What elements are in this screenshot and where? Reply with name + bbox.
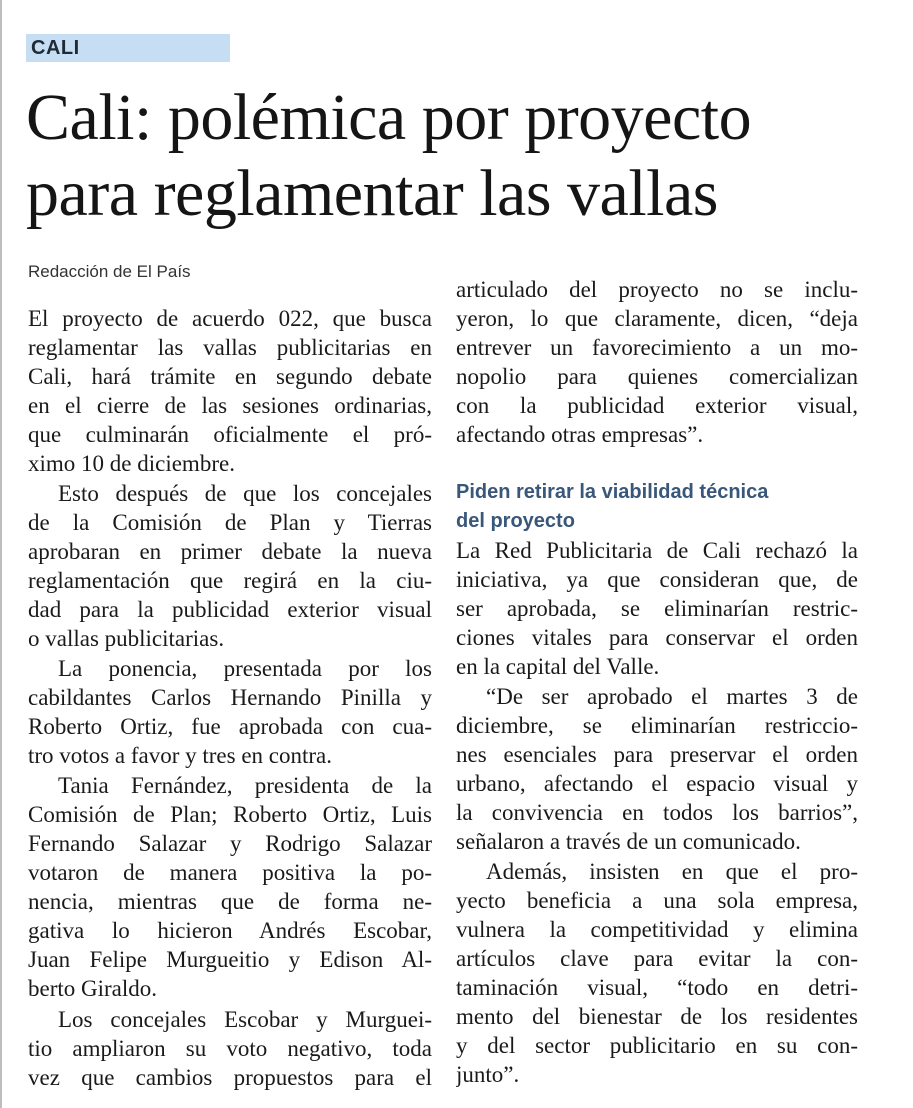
paragraph-line: nes esenciales para preservar el orden [456, 742, 858, 767]
subheading-line: Piden retirar la viabilidad técnica [456, 481, 769, 503]
paragraph-line: urbano, afectando el espacio visual y [456, 771, 858, 796]
paragraph-line: de la Comisión de Plan y Tierras [28, 510, 432, 535]
paragraph-line: la convivencia en todos los barrios”, [456, 800, 858, 825]
paragraph-line: ser aprobada, se eliminarían restric- [456, 596, 858, 621]
paragraph-line: gativa lo hicieron Andrés Escobar, [28, 918, 432, 943]
paragraph-line: Esto después de que los concejales [58, 481, 432, 506]
paragraph-line: Fernando Salazar y Rodrigo Salazar [28, 831, 432, 856]
paragraph-line: señalaron a través de un comunicado. [456, 829, 801, 854]
paragraph-line: Los concejales Escobar y Murguei- [58, 1007, 432, 1032]
paragraph-line: “De ser aprobado el martes 3 de [486, 684, 858, 709]
paragraph-line: berto Giraldo. [28, 976, 158, 1001]
paragraph-line: ximo 10 de diciembre. [28, 451, 235, 476]
paragraph-line: articulado del proyecto no se inclu- [456, 277, 858, 302]
paragraph-line: con la publicidad exterior visual, [456, 393, 858, 418]
paragraph-line: cabildantes Carlos Hernando Pinilla y [28, 685, 432, 710]
paragraph-line: junto”. [456, 1062, 520, 1087]
paragraph-line: entrever un favorecimiento a un mo- [456, 335, 858, 360]
paragraph-line: tro votos a favor y tres en contra. [28, 743, 333, 768]
paragraph-line: tio ampliaron su voto negativo, toda [28, 1036, 432, 1061]
paragraph-line: iniciativa, ya que consideran que, de [456, 567, 858, 592]
paragraph-line: vez que cambios propuestos para el [28, 1065, 432, 1090]
paragraph-line: en la capital del Valle. [456, 654, 660, 679]
paragraph-line: nencia, mientras que de forma ne- [28, 889, 432, 914]
paragraph-line: nopolio para quienes comercializan [456, 364, 858, 389]
paragraph-line: dad para la publicidad exterior visual [28, 597, 432, 622]
headline-line-1: Cali: polémica por proyecto [26, 81, 752, 154]
paragraph-line: Cali, hará trámite en segundo debate [28, 364, 432, 389]
paragraph-line: diciembre, se eliminarían restriccio- [456, 713, 858, 738]
paragraph-line: La Red Publicitaria de Cali rechazó la [456, 538, 858, 563]
paragraph-line: artículos clave para evitar la con- [456, 946, 858, 971]
paragraph-line: afectando otras empresas”. [456, 422, 704, 447]
paragraph-line: La ponencia, presentada por los [58, 656, 432, 681]
paragraph-line: Comisión de Plan; Roberto Ortiz, Luis [28, 802, 432, 827]
subheading-line: del proyecto [456, 510, 575, 532]
section-tag: CALI [26, 34, 230, 62]
page-edge-rule [0, 0, 2, 1108]
paragraph-line: Además, insisten en que el pro- [486, 859, 858, 884]
headline [26, 80, 906, 232]
paragraph-line: Roberto Ortiz, fue aprobada con cua- [28, 714, 432, 739]
paragraph-line: El proyecto de acuerdo 022, que busca [28, 306, 432, 331]
headline-line-2: para reglamentar las vallas [26, 157, 718, 230]
paragraph-line: Juan Felipe Murgueitio y Edison Al- [28, 947, 432, 972]
paragraph-line: Tania Fernández, presidenta de la [58, 773, 432, 798]
byline: Redacción de El País [28, 262, 191, 281]
paragraph-line: yeron, lo que claramente, dicen, “deja [456, 306, 858, 331]
paragraph-line: aprobaran en primer debate la nueva [28, 539, 432, 564]
paragraph-line: o vallas publicitarias. [28, 626, 225, 651]
paragraph-line: taminación visual, “todo en detri- [456, 975, 858, 1000]
paragraph-line: reglamentación que regirá en la ciu- [28, 568, 432, 593]
paragraph-line: ciones vitales para conservar el orden [456, 625, 858, 650]
paragraph-line: yecto beneficia a una sola empresa, [456, 888, 858, 913]
paragraph-line: vulnera la competitividad y elimina [456, 917, 858, 942]
paragraph-line: mento del bienestar de los residentes [456, 1004, 858, 1029]
paragraph-line: votaron de manera positiva la po- [28, 860, 432, 885]
paragraph-line: y del sector publicitario en su con- [456, 1033, 858, 1058]
paragraph-line: en el cierre de las sesiones ordinarias, [28, 393, 432, 418]
paragraph-line: que culminarán oficialmente el pró- [28, 422, 432, 447]
paragraph-line: reglamentar las vallas publicitarias en [28, 335, 432, 360]
